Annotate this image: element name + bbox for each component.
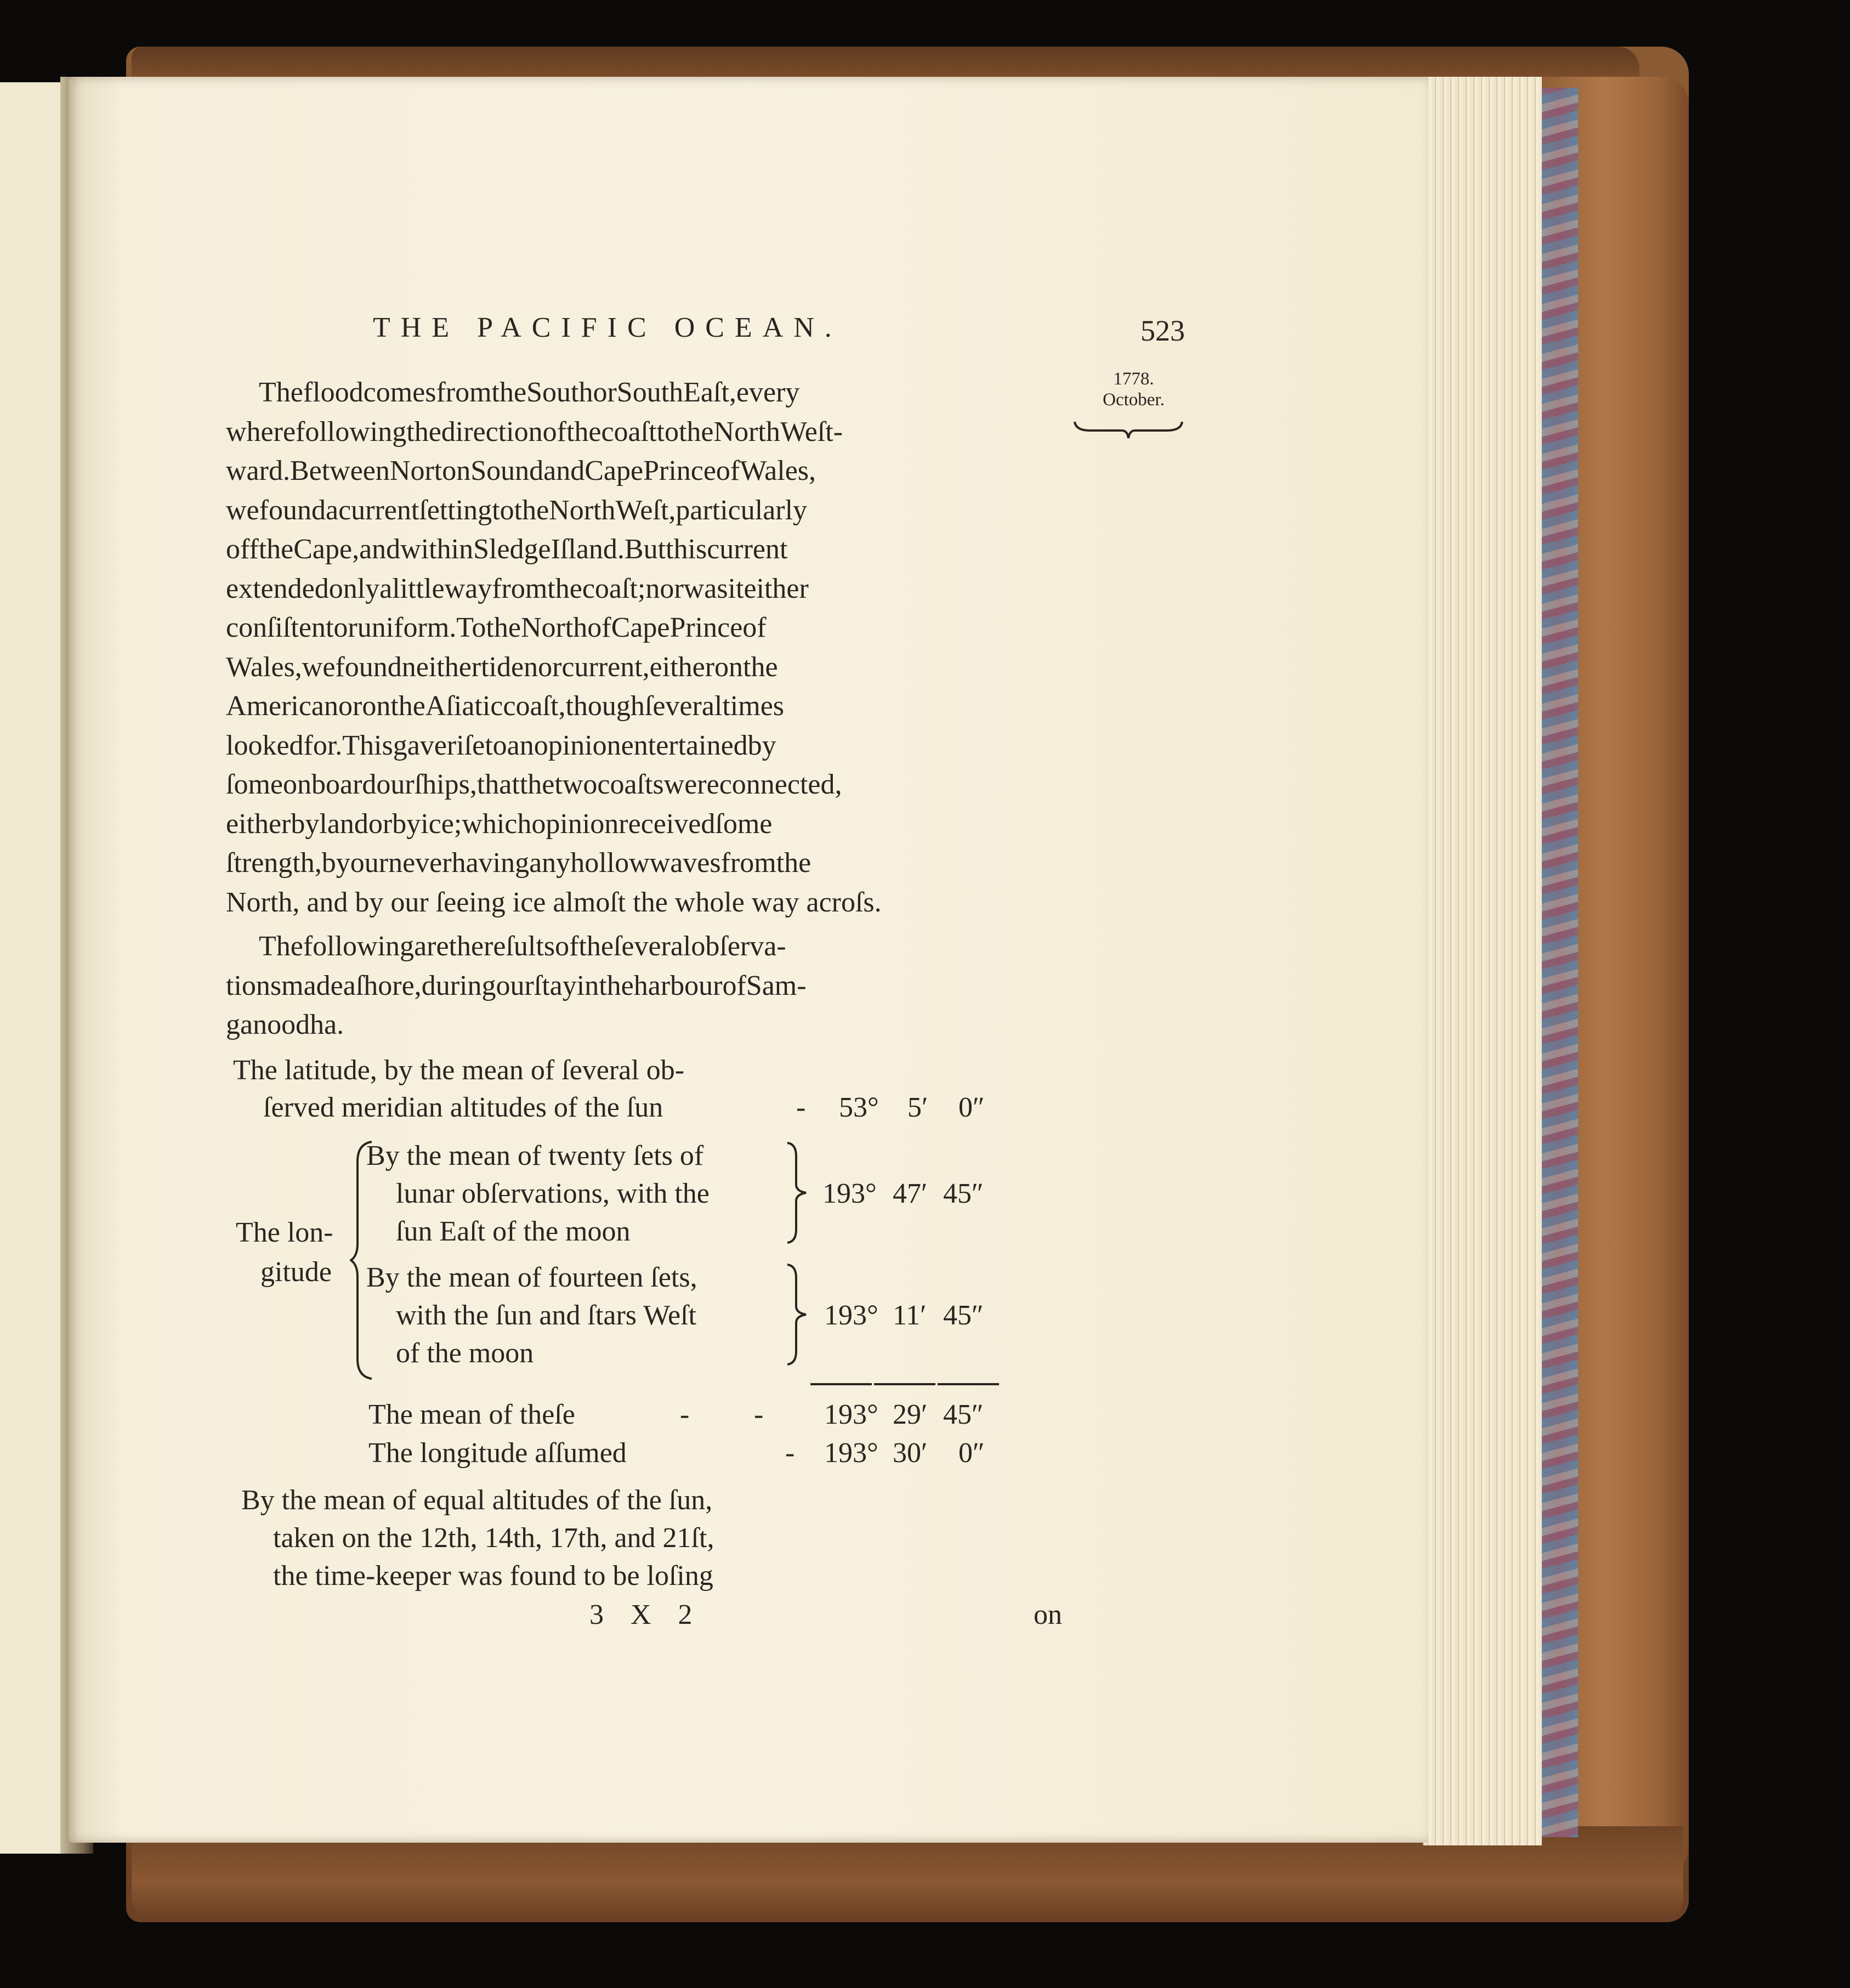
running-head: THE PACIFIC OCEAN. <box>373 312 842 343</box>
assumed-row-degrees: 193° <box>824 1437 878 1469</box>
assumed-row-seconds: 0″ <box>958 1437 985 1469</box>
paragraph-line: Thefollowingarethereſultsoftheſeveralobſerva- <box>259 931 786 962</box>
mean-row-dash2: - <box>754 1399 764 1430</box>
longitude-group2-minutes: 11′ <box>893 1300 927 1331</box>
paragraph-line: wherefollowingthedirectionofthecoaſttotheNorthWeſt- <box>226 416 843 448</box>
paragraph-line: extendedonlyalittlewayfromthecoaſt;norwasiteither <box>226 573 809 604</box>
paragraph-line: wefoundacurrentſettingtotheNorthWeſt,particularly <box>226 494 808 526</box>
longitude-group2-line3: of the moon <box>396 1338 534 1369</box>
paragraph-line: AmericanorontheAſiaticcoaſt,thoughſeveraltimes <box>226 690 785 722</box>
page-stack-edge <box>1423 77 1542 1845</box>
latitude-label-line1: The latitude, by the mean of ſeveral ob- <box>233 1055 685 1086</box>
longitude-label-line1: The lon- <box>236 1217 333 1248</box>
paragraph-line: ganoodha. <box>226 1009 344 1040</box>
paragraph-line: ſtrength,byourneverhavinganyhollowwavesfromthe <box>226 847 811 879</box>
paragraph-line: eitherbylandorbyice;whichopinionreceivedſome <box>226 808 773 840</box>
assumed-row-label: The longitude aſſumed <box>368 1437 627 1469</box>
longitude-group1-degrees: 193° <box>822 1178 877 1209</box>
mean-row-degrees: 193° <box>824 1399 878 1430</box>
longitude-group1-right-brace <box>785 1141 809 1245</box>
signature-mark: 3 X 2 <box>589 1599 702 1630</box>
sum-rule-seconds <box>938 1383 999 1385</box>
margin-note <box>1083 369 1184 410</box>
longitude-group2-line2: with the ſun and ſtars Weſt <box>396 1300 696 1331</box>
mean-row-dash1: - <box>680 1399 690 1430</box>
timekeeper-line2: taken on the 12th, 14th, 17th, and 21ſt, <box>273 1522 714 1554</box>
timekeeper-line3: the time-keeper was found to be loſing <box>273 1560 713 1591</box>
longitude-group1-line1: By the mean of twenty ſets of <box>366 1140 704 1171</box>
page-number: 523 <box>1140 314 1185 347</box>
longitude-group1-minutes: 47′ <box>893 1178 928 1209</box>
mean-row-seconds: 45″ <box>943 1399 984 1430</box>
longitude-group2-line1: By the mean of fourteen ſets, <box>366 1262 697 1293</box>
paragraph-line: conſiſtentoruniform.TotheNorthofCapePrinceof <box>226 612 767 643</box>
latitude-dash: - <box>796 1092 806 1123</box>
latitude-degrees: 53° <box>839 1092 879 1123</box>
paragraph-observations-intro <box>226 927 1051 1045</box>
longitude-group1-seconds: 45″ <box>943 1178 984 1209</box>
latitude-seconds: 0″ <box>958 1092 985 1123</box>
marbled-page-edge <box>1540 88 1578 1837</box>
assumed-row-dash: - <box>785 1437 795 1469</box>
latitude-minutes: 5′ <box>907 1092 928 1123</box>
paragraph-line: ſomeonboardourſhips,thatthetwocoaſtswereconnected, <box>226 769 842 800</box>
longitude-label-line2: gitude <box>260 1256 332 1288</box>
cover-top-edge <box>132 47 1639 80</box>
margin-note-month: October. <box>1103 390 1165 410</box>
paragraph-line: Wales,wefoundneithertidenorcurrent,eitheronthe <box>226 651 778 683</box>
catchword: on <box>1034 1599 1062 1630</box>
longitude-group1-line3: ſun Eaſt of the moon <box>396 1216 631 1247</box>
paragraph-line: offtheCape,andwithinSledgeIſland.Butthiscurrent <box>226 534 788 565</box>
paragraph-flood-current <box>226 373 1051 922</box>
sum-rule-minutes <box>874 1383 935 1385</box>
paragraph-line: North, and by our ſeeing ice almoſt the whole way acroſs. <box>226 886 882 918</box>
longitude-group2-degrees: 193° <box>824 1300 878 1331</box>
mean-row-minutes: 29′ <box>893 1399 928 1430</box>
longitude-left-brace <box>350 1140 377 1381</box>
longitude-group2-seconds: 45″ <box>943 1300 984 1331</box>
paragraph-line: ThefloodcomesfromtheSouthorSouthEaſt,every <box>259 377 800 408</box>
mean-row-label: The mean of theſe <box>368 1399 575 1430</box>
timekeeper-line1: By the mean of equal altitudes of the ſun, <box>241 1485 713 1516</box>
margin-brace <box>1074 420 1183 441</box>
paragraph-line: lookedfor.Thisgaveriſetoanopinionentertainedby <box>226 729 776 761</box>
paragraph-line: tionsmadeaſhore,duringourſtayintheharbourofSam- <box>226 970 807 1001</box>
longitude-group1-line2: lunar obſervations, with the <box>396 1178 710 1209</box>
assumed-row-minutes: 30′ <box>893 1437 928 1469</box>
latitude-label-line2: ſerved meridian altitudes of the ſun <box>263 1092 663 1123</box>
paragraph-line: ward.BetweenNortonSoundandCapePrinceofWales, <box>226 455 816 486</box>
longitude-group2-right-brace <box>785 1262 809 1367</box>
sum-rule-degrees <box>810 1383 872 1385</box>
margin-note-year: 1778. <box>1113 369 1154 389</box>
